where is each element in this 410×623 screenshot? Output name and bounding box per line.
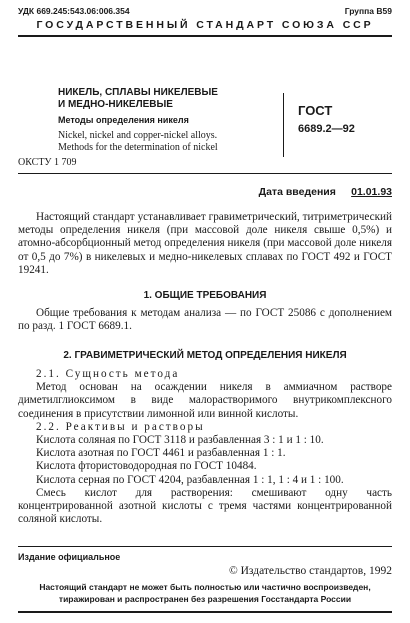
reagent-item: Кислота азотная по ГОСТ 4461 и разбавленная 1 : 1. [36,447,286,460]
reagent-item: Кислота фтористоводородная по ГОСТ 10484. [36,460,257,473]
gost-label: ГОСТ [298,103,333,118]
title-ru-line2: И МЕДНО-НИКЕЛЕВЫЕ [58,99,173,110]
reproduction-notice: Настоящий стандарт не может быть полностью или частично воспроизведен, тиражирован и распространен без разрешения Госстандарта России [39,582,371,604]
section1-text: Общие требования к методам анализа — по ГОСТ 25086 с дополнением по разд. 1 ГОСТ 6689.1. [18,307,392,333]
footer-rule-top [18,546,392,547]
gost-number: 6689.2—92 [298,123,355,135]
sub2-title: 2.2. Реактивы и растворы [36,420,205,433]
title-rule [18,173,392,174]
gost-divider [283,93,284,157]
intro-text: Настоящий стандарт устанавливает гравиметрический, титриметрический методы определения никеля (при массовой доле никеля свыше 0,5%) и атомно-абсорбционный метод определения никеля (при массовой доле никеля от 0,5 до 7%) в никелевых и медно-никелевых сплавах по ГОСТ 492 и ГОСТ 19241. [18,211,392,276]
sub1-text: Метод основан на осаждении никеля в аммиачном растворе диметилглиоксимом в виде малорастворимого внутрикомплексного соединения в присутствии лимонной или винной кислоты. [18,381,392,420]
header-rule [18,35,392,37]
section2-heading: 2. ГРАВИМЕТРИЧЕСКИЙ МЕТОД ОПРЕДЕЛЕНИЯ НИКЕЛЯ [63,350,347,361]
title-en-line1: Nickel, nickel and copper-nickel alloys. [58,130,218,141]
title-block [18,45,392,168]
group-code: Группа В59 [344,6,392,16]
udk-code: УДК 669.245:543.06:006.354 [18,6,130,16]
section1-heading: 1. ОБЩИЕ ТРЕБОВАНИЯ [143,290,267,301]
acid-mixture-text: Смесь кислот для растворения: смешивают одну часть концентрированной азотной кислоты с тремя частями концентрированной соляной кислоты. [18,486,392,526]
reagent-item: Кислота серная по ГОСТ 4204, разбавленная 1 : 1, 1 : 4 и 1 : 100. [36,473,344,486]
reagent-item: Кислота соляная по ГОСТ 3118 и разбавленная 3 : 1 и 1 : 10. [36,434,324,447]
section2-body [18,368,392,526]
effective-date-value: 01.01.93 [351,186,392,198]
title-ru-line1: НИКЕЛЬ, СПЛАВЫ НИКЕЛЕВЫЕ [58,87,218,98]
copyright: © Издательство стандартов, 1992 [228,565,392,577]
official-edition: Издание официальное [18,552,121,562]
sub1-title: 2.1. Сущность метода [36,368,180,380]
state-standard-heading: ГОСУДАРСТВЕННЫЙ СТАНДАРТ СОЮЗА ССР [36,19,374,31]
effective-date-label: Дата введения [258,186,336,198]
footer-rule-bottom [18,611,392,613]
title-en-line2: Methods for the determination of nickel [58,142,218,153]
subtitle-ru: Методы определения никеля [58,115,189,125]
intro-paragraph [18,211,392,277]
effective-date [259,186,392,198]
oksu-code: ОКСТУ 1 709 [18,157,77,168]
section1-body [18,307,392,333]
